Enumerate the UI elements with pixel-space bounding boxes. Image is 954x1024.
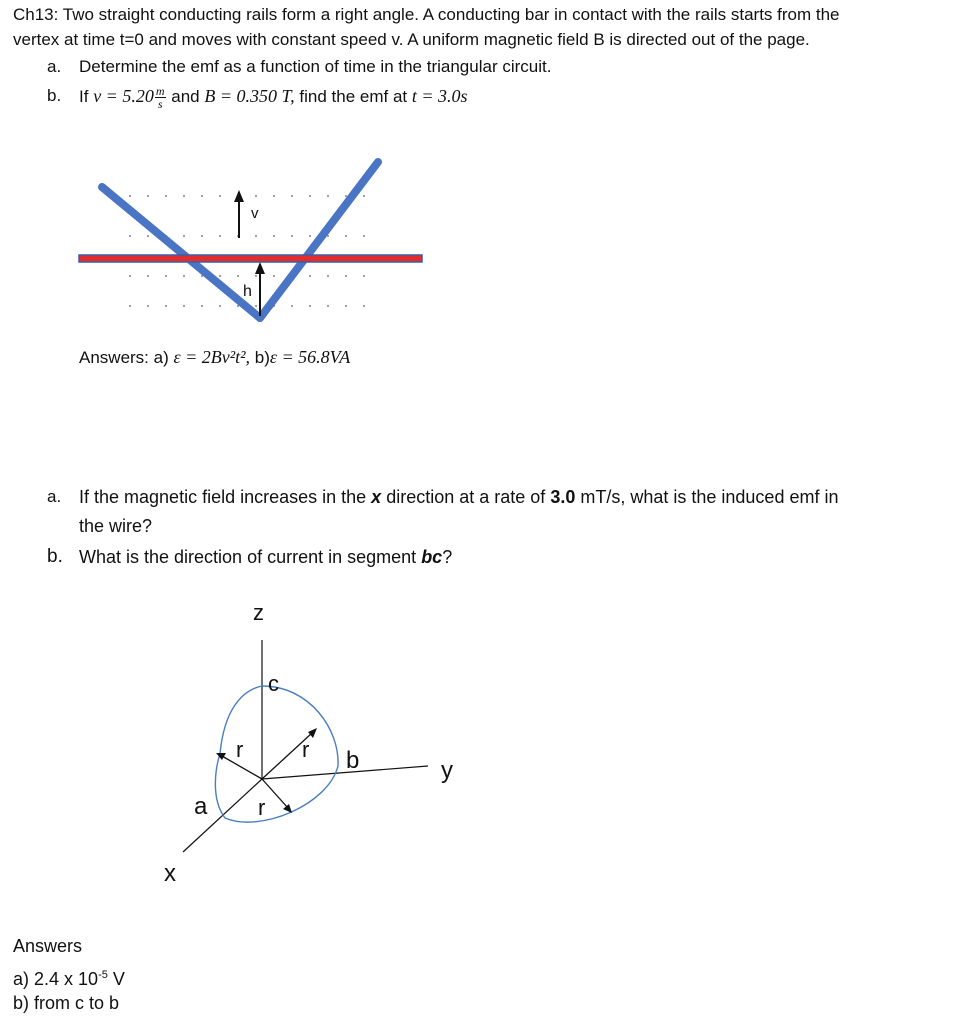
field-dot <box>219 275 221 277</box>
radius-arrow-b <box>262 779 292 813</box>
p2-b-post: ? <box>442 547 453 567</box>
p1-answer-b-label: b) <box>254 348 270 367</box>
p1-answer-b: ε = 56.8VA <box>269 347 351 367</box>
y-label: y <box>441 757 453 784</box>
field-dot <box>201 235 203 237</box>
field-dot <box>363 305 365 307</box>
p2-answer-b: b) from c to b <box>13 993 120 1013</box>
field-dot <box>183 235 185 237</box>
p1-part-b-text <box>79 84 468 110</box>
r-label-right: r <box>302 737 310 762</box>
velocity-arrow <box>234 190 244 238</box>
p2-a-x: x <box>371 487 382 507</box>
p2-a-rate: 3.0 <box>550 487 576 507</box>
field-dot <box>273 275 275 277</box>
field-dot <box>183 275 185 277</box>
field-dot <box>345 275 347 277</box>
p1-answers-label: Answers: a) <box>79 348 169 367</box>
field-dot <box>147 195 149 197</box>
field-dot <box>147 235 149 237</box>
field-dot <box>129 195 131 197</box>
field-dot <box>309 275 311 277</box>
p2-answers-title: Answers <box>13 936 83 956</box>
p2-answer-a-unit: V <box>112 969 125 989</box>
r-label-left: r <box>236 737 244 762</box>
p2-b-pre: What is the direction of current in segment <box>79 547 417 567</box>
p2-b-bc: bc <box>421 547 443 567</box>
field-dot <box>291 305 293 307</box>
field-dot <box>147 305 149 307</box>
b-label: b <box>346 747 360 774</box>
a-label: a <box>194 793 208 820</box>
field-dot <box>327 195 329 197</box>
p1-part-b-v-eq: v = 5.20 <box>93 86 154 106</box>
field-dot <box>129 305 131 307</box>
y-axis <box>262 766 428 779</box>
field-dot <box>255 305 257 307</box>
p2-part-a-line2: the wire? <box>79 516 153 536</box>
p1-units-fraction <box>155 85 166 110</box>
r-label-bottom: r <box>258 795 266 820</box>
field-dot <box>201 305 203 307</box>
field-dot <box>345 235 347 237</box>
p1-part-b-marker: b. <box>47 86 62 105</box>
field-dot <box>255 195 257 197</box>
c-label: c <box>268 671 279 696</box>
p2-answer-a <box>13 963 125 991</box>
p2-a-post: mT/s, what is the induced emf in <box>580 487 839 507</box>
p1-part-a-text: Determine the emf as a function of time in the triangular circuit. <box>79 57 552 76</box>
frac-denominator: s <box>157 97 163 112</box>
field-dot <box>309 305 311 307</box>
p2-part-a-line1 <box>79 485 838 509</box>
frac-numerator: m <box>155 84 165 99</box>
field-dot <box>327 305 329 307</box>
current-loop-arc <box>215 686 338 822</box>
p1-part-b-t-eq: t = 3.0s <box>411 86 468 106</box>
field-dot <box>237 275 239 277</box>
field-dot <box>363 235 365 237</box>
field-dot <box>255 235 257 237</box>
field-dot <box>291 235 293 237</box>
p2-part-b-marker: b. <box>47 546 63 567</box>
height-label: h <box>243 283 252 300</box>
field-dot <box>291 195 293 197</box>
p2-a-mid: direction at a rate of <box>386 487 546 507</box>
field-dot <box>219 305 221 307</box>
left-rail <box>102 187 260 318</box>
p1-part-b-and: and <box>171 87 200 106</box>
p1-part-b-find: find the emf at <box>299 87 408 106</box>
field-dot <box>219 195 221 197</box>
p1-answer-a: ε = 2Bv²t², <box>173 347 251 367</box>
p2-answer-a-base: a) 2.4 x 10 <box>13 969 99 989</box>
field-dot <box>165 305 167 307</box>
right-rail <box>260 162 378 318</box>
problem1-line1: Ch13: Two straight conducting rails form a right angle. A conducting bar in contact with the rails starts from the <box>13 5 840 24</box>
field-dot <box>309 195 311 197</box>
p2-part-a-marker: a. <box>47 487 62 506</box>
velocity-label: v <box>251 205 259 222</box>
field-dot <box>273 235 275 237</box>
p2-part-b-text <box>79 545 452 569</box>
field-dot <box>345 305 347 307</box>
conducting-bar <box>79 255 422 262</box>
p1-part-b-if: If <box>79 87 89 106</box>
z-label: z <box>253 600 264 625</box>
x-label: x <box>164 860 176 887</box>
loop-figure <box>150 590 480 890</box>
p2-a-pre: If the magnetic field increases in the <box>79 487 367 507</box>
p1-part-a-marker: a. <box>47 57 62 76</box>
field-dot <box>183 195 185 197</box>
field-dot <box>255 275 257 277</box>
p1-part-b-B-eq: B = 0.350 T, <box>204 86 295 106</box>
field-dot <box>363 195 365 197</box>
p1-answers <box>79 345 350 370</box>
field-dot <box>183 305 185 307</box>
field-dot <box>147 275 149 277</box>
field-dot <box>165 275 167 277</box>
field-dot <box>129 235 131 237</box>
p2-answer-a-exp: -5 <box>98 969 108 981</box>
field-dot <box>219 235 221 237</box>
field-dot <box>309 235 311 237</box>
field-dot <box>201 195 203 197</box>
field-dot <box>327 275 329 277</box>
problem1-line2: vertex at time t=0 and moves with constant speed v. A uniform magnetic field B is directed out of the page. <box>13 30 810 49</box>
field-dot <box>273 195 275 197</box>
field-dot <box>363 275 365 277</box>
field-dot <box>165 195 167 197</box>
field-dot <box>129 275 131 277</box>
rails-figure <box>60 150 440 340</box>
